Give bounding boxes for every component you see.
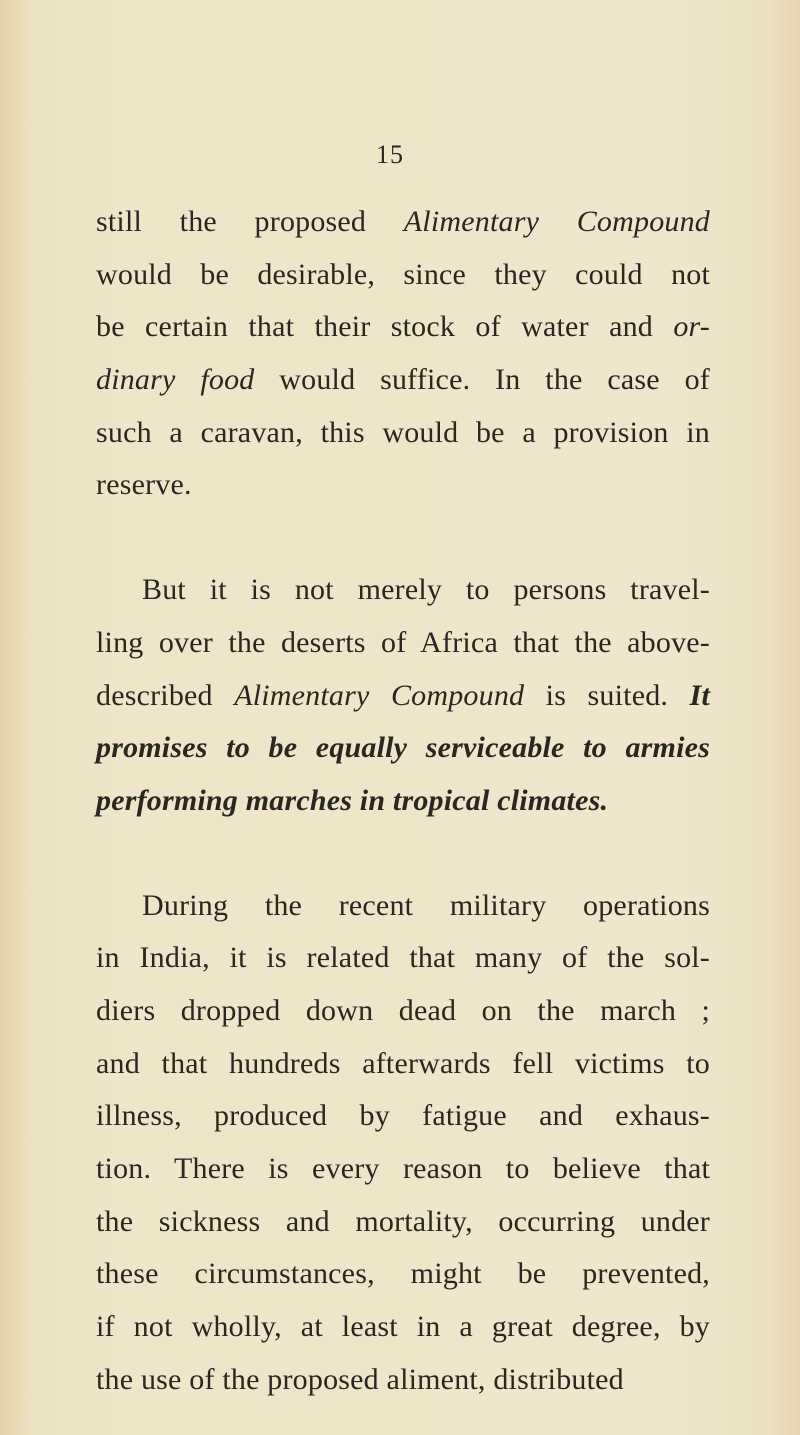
text-line — [96, 1090, 710, 1143]
emphasis-run: dinary food — [96, 363, 255, 397]
emphasis-run: performing marches in tropical climates. — [96, 783, 609, 817]
text-run: described — [96, 678, 235, 712]
paragraph-gap — [96, 512, 710, 564]
body-text — [96, 196, 710, 1406]
text-line — [96, 249, 710, 302]
text-line — [96, 932, 710, 985]
text-line — [96, 1196, 710, 1249]
text-run: But it is not merely to persons travel- — [142, 573, 710, 607]
text-line — [96, 1143, 710, 1196]
text-line — [96, 459, 710, 512]
emphasis-run: promises to be equally serviceable to armies — [96, 731, 710, 765]
text-run: still the proposed — [96, 205, 404, 238]
paragraph-gap — [96, 828, 710, 880]
text-run: such a caravan, this would be a provision in — [96, 415, 710, 449]
text-run: and that hundreds afterwards fell victims to — [96, 1046, 710, 1080]
emphasis-run: or- — [673, 310, 710, 344]
emphasis-run: Alimentary Compound — [403, 205, 710, 238]
text-run: if not wholly, at least in a great degree, by — [96, 1310, 710, 1344]
text-line — [96, 354, 710, 407]
page-number: 15 — [376, 140, 404, 169]
text-line — [96, 301, 710, 354]
text-run: diers dropped down dead on the march ; — [96, 993, 710, 1027]
text-run: During the recent military operations — [142, 888, 710, 922]
paragraph-3 — [96, 880, 710, 1407]
paragraph-2 — [96, 564, 710, 827]
text-line — [96, 617, 710, 670]
text-run: tion. There is every reason to believe that — [96, 1152, 710, 1185]
text-run: reserve. — [96, 468, 192, 502]
text-line — [96, 670, 710, 723]
text-run: ling over the deserts of Africa that the above- — [96, 625, 710, 659]
text-line — [96, 775, 710, 828]
text-line — [96, 722, 710, 775]
text-run: be certain that their stock of water and — [96, 310, 674, 344]
text-run: would suffice. In the case of — [254, 363, 710, 397]
text-run: in India, it is related that many of the sol- — [96, 941, 710, 975]
text-line — [96, 1301, 710, 1354]
text-run: would be desirable, since they could not — [96, 257, 710, 291]
text-run: illness, produced by fatigue and exhaus- — [96, 1099, 710, 1133]
text-line — [96, 1038, 710, 1091]
text-line — [96, 880, 710, 933]
emphasis-run: It — [689, 678, 710, 712]
text-line — [96, 1354, 710, 1407]
text-run: the use of the proposed aliment, distributed — [96, 1362, 624, 1396]
emphasis-run: Alimentary Compound — [234, 678, 525, 712]
text-line — [96, 407, 710, 460]
text-run: is suited. — [524, 678, 690, 712]
text-run: these circumstances, might be prevented, — [96, 1257, 710, 1291]
text-line — [96, 196, 710, 249]
text-line — [96, 564, 710, 617]
paragraph-1 — [96, 196, 710, 512]
text-run: the sickness and mortality, occurring under — [96, 1204, 710, 1238]
text-line — [96, 985, 710, 1038]
text-line — [96, 1248, 710, 1301]
